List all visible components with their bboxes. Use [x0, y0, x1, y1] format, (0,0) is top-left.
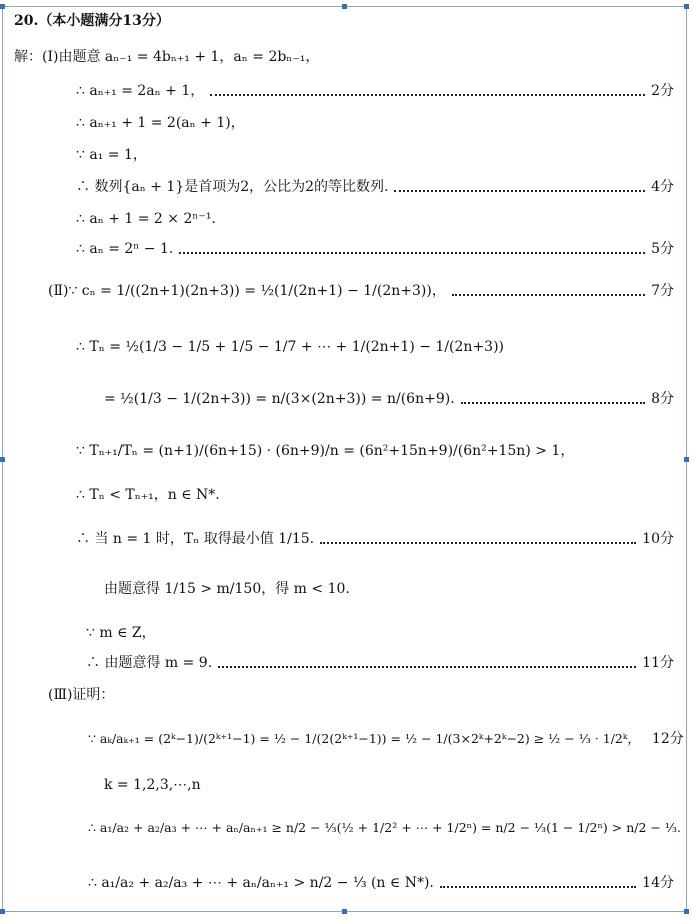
dotted-leader — [461, 400, 645, 404]
line-expression: ∴ Tₙ < Tₙ₊₁，n ∈ N*. — [76, 487, 220, 503]
solution-line — [76, 242, 674, 256]
score-label: 14分 — [642, 875, 674, 891]
line-expression: 由题意得 1/15 > m/150，得 m < 10. — [104, 581, 350, 597]
dotted-leader — [210, 92, 645, 96]
solution-line — [104, 582, 350, 596]
line-expression: ∵ a₁ = 1， — [76, 147, 147, 163]
solution-line — [76, 116, 245, 130]
score-label: 2分 — [651, 83, 674, 99]
resize-handle-bottom-left[interactable] — [0, 909, 5, 914]
score-label: 10分 — [642, 531, 674, 547]
score-label: 12分 — [651, 731, 684, 747]
score-label: 4分 — [651, 179, 674, 195]
solution-line — [76, 180, 674, 194]
line-expression: 解：(Ⅰ)由题意 aₙ₋₁ = 4bₙ₊₁ + 1，aₙ = 2bₙ₋₁， — [14, 49, 320, 65]
resize-handle-top-left[interactable] — [0, 4, 5, 9]
line-expression: ∴ aₙ = 2ⁿ − 1. — [76, 241, 174, 257]
solution-line — [104, 392, 674, 406]
solution-line — [48, 284, 674, 298]
line-expression: ∵ m ∈ Z， — [86, 625, 156, 641]
line-expression: ∴ aₙ₊₁ = 2aₙ + 1， — [76, 83, 205, 99]
line-expression: k = 1,2,3,⋯,n — [104, 777, 201, 793]
dotted-leader — [218, 664, 636, 668]
solution-line — [76, 340, 504, 354]
line-expression: ∴ 由题意得 m = 9. — [86, 655, 213, 671]
dotted-leader — [320, 540, 636, 544]
line-expression: ∴ 当 n = 1 时，Tₙ 取得最小值 1/15. — [76, 531, 315, 547]
score-label: 7分 — [651, 283, 674, 299]
dotted-leader — [452, 292, 645, 296]
solution-line — [86, 626, 156, 640]
solution-line — [48, 688, 114, 702]
resize-handle-top-right[interactable] — [684, 4, 689, 9]
line-expression: ∴ 数列{aₙ + 1}是首项为2，公比为2的等比数列. — [76, 179, 389, 195]
score-label: 11分 — [642, 655, 674, 671]
solution-line — [88, 822, 681, 835]
solution-line — [76, 212, 216, 226]
solution-line — [76, 532, 674, 546]
resize-handle-top-mid[interactable] — [342, 4, 347, 9]
resize-handle-bottom-right[interactable] — [684, 909, 689, 914]
solution-line — [88, 730, 684, 747]
solution-line — [76, 444, 574, 458]
line-expression: ∵ aₖ/aₖ₊₁ = (2ᵏ−1)/(2ᵏ⁺¹−1) = ½ − 1/(2(2ᵏ⁺¹−1)) = ½ − 1/(3×2ᵏ+2ᵏ−2) ≥ ½ − ⅓ · 1/2ᵏ， — [88, 730, 640, 746]
problem-title: 20.（本小题满分13分） — [14, 13, 170, 29]
solution-line — [76, 488, 220, 502]
solution-line — [104, 778, 201, 792]
solution-line — [86, 656, 674, 670]
line-expression: ∵ Tₙ₊₁/Tₙ = (n+1)/(6n+15) · (6n+9)/n = (6n²+15n+9)/(6n²+15n) > 1， — [76, 443, 575, 459]
line-expression: ∴ a₁/a₂ + a₂/a₃ + ⋯ + aₙ/aₙ₊₁ > n/2 − ⅓ (n ∈ N*). — [88, 875, 434, 891]
dotted-leader — [440, 884, 636, 888]
resize-handle-mid-left[interactable] — [0, 457, 5, 462]
solution-line — [76, 148, 147, 162]
score-label: 5分 — [651, 241, 674, 257]
dotted-leader — [394, 188, 645, 192]
line-expression: ∴ Tₙ = ½(1/3 − 1/5 + 1/5 − 1/7 + ⋯ + 1/(2n+1) − 1/(2n+3)) — [76, 339, 505, 355]
dotted-leader — [179, 250, 645, 254]
solution-line — [76, 84, 674, 98]
line-expression: = ½(1/3 − 1/(2n+3)) = n/(3×(2n+3)) = n/(6n+9). — [104, 391, 455, 407]
resize-handle-mid-right[interactable] — [684, 457, 689, 462]
line-expression: ∴ aₙ₊₁ + 1 = 2(aₙ + 1)， — [76, 115, 245, 131]
resize-handle-bottom-mid[interactable] — [342, 909, 347, 914]
line-expression: (Ⅱ)∵ cₙ = 1/((2n+1)(2n+3)) = ½(1/(2n+1) − 1/(2n+3))， — [48, 283, 446, 299]
solution-line — [14, 50, 652, 64]
line-expression: ∴ aₙ + 1 = 2 × 2ⁿ⁻¹. — [76, 211, 216, 227]
score-label: 8分 — [651, 391, 674, 407]
line-expression: (Ⅲ)证明： — [48, 687, 115, 703]
solution-line — [88, 876, 674, 890]
line-expression: ∴ a₁/a₂ + a₂/a₃ + ⋯ + aₙ/aₙ₊₁ ≥ n/2 − ⅓(½ + 1/2² + ⋯ + 1/2ⁿ) = n/2 − ⅓(1 − 1/2ⁿ) > n/2 − ⅓. — [88, 820, 681, 835]
